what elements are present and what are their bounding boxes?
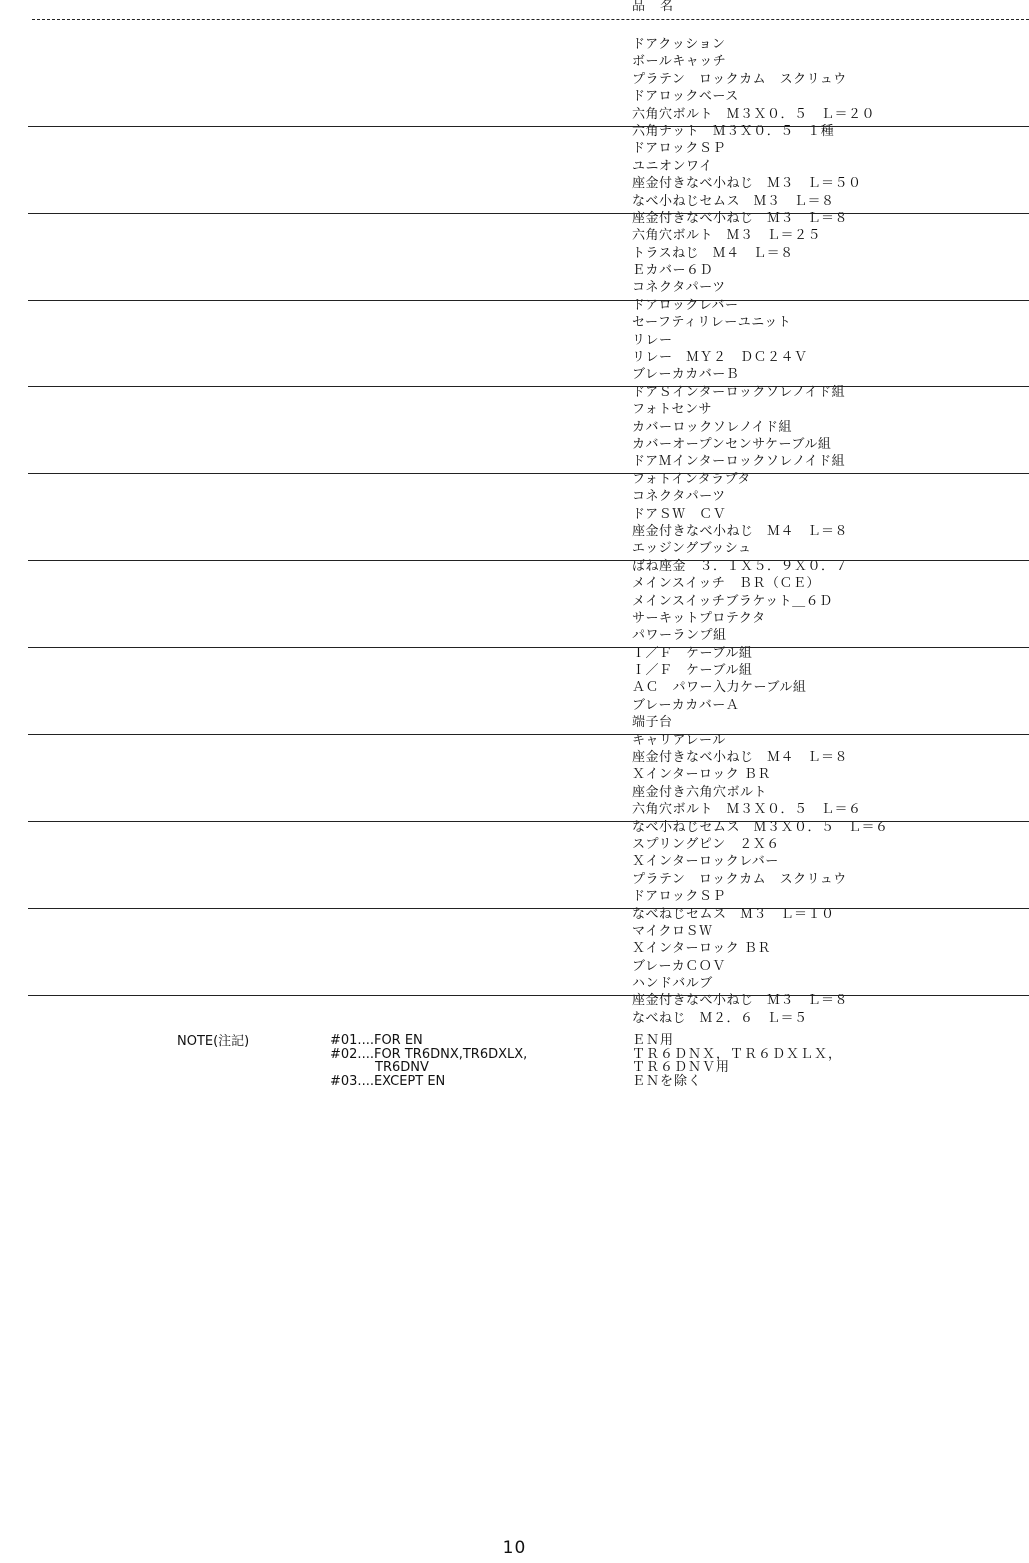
notes-english (330, 1034, 527, 1088)
header-divider (32, 19, 1029, 20)
part-row: 座金付きなべ小ねじ Ｍ３ Ｌ＝８ (632, 993, 849, 1009)
part-row: ドアロックレバー (632, 297, 739, 313)
group-divider (28, 647, 1029, 648)
note-03-en: #03....EXCEPT EN (330, 1073, 446, 1089)
part-row: ドアクッション (632, 37, 726, 52)
group-divider (28, 386, 1029, 387)
part-row: パワーランプ組 (632, 628, 727, 644)
part-row: リレー (632, 332, 673, 348)
part-row: ドアロックＳＰ (632, 889, 726, 905)
part-row: エッジングブッシュ (632, 541, 752, 557)
part-row: ドアロックＳＰ (632, 141, 726, 157)
part-row: スプリングピン ２Ｘ６ (632, 836, 780, 852)
note-01-ja: ＥＮ用 (632, 1033, 675, 1048)
part-row: ブレーカＣＯＶ (632, 958, 726, 974)
part-row: 六角穴ボルト Ｍ３ Ｌ＝２５ (632, 228, 822, 244)
part-row: 座金付きなべ小ねじ Ｍ３ Ｌ＝８ (632, 210, 849, 226)
part-row: ハンドバルブ (632, 976, 713, 992)
note-02-en: #02....FOR TR6DNX,TR6DXLX, (330, 1046, 528, 1062)
column-header-part-name: 品 名 (632, 0, 675, 14)
group-divider (28, 734, 1029, 735)
part-row: リレー ＭＹ２ ＤＣ２４Ｖ (632, 350, 808, 366)
part-row: Ｘインターロック ＢＲ (632, 767, 771, 783)
group-divider (28, 908, 1029, 909)
part-row: なべねじ Ｍ２．６ Ｌ＝５ (632, 1010, 808, 1026)
part-row: トラスねじ Ｍ４ Ｌ＝８ (632, 245, 794, 261)
part-row: プラテン ロックカム スクリュウ (632, 71, 847, 87)
page-number: 10 (502, 1538, 527, 1558)
part-row: なべ小ねじセムス Ｍ３Ｘ０．５ Ｌ＝６ (632, 819, 889, 835)
note-03-ja: ＥＮを除く (632, 1073, 703, 1089)
part-row: Ｉ／Ｆ ケーブル組 (632, 663, 753, 679)
part-row: ブレーカカバーＡ (632, 697, 740, 713)
notes-japanese (632, 1034, 842, 1088)
part-row: キャリアレール (632, 732, 726, 748)
part-row: ＡＣ パワー入力ケーブル組 (632, 680, 807, 696)
part-row: フォトインタラプタ (632, 471, 751, 487)
part-row: ドアロックベース (632, 89, 739, 105)
part-row: ユニオンワイ (632, 158, 713, 174)
part-row: サーキットプロテクタ (632, 610, 766, 626)
part-row: ドアＳＷ ＣＶ (632, 506, 727, 522)
parts-list (632, 36, 889, 1027)
note-02-ja: ＴＲ６ＤＮＸ，ＴＲ６ＤＸＬＸ， (632, 1046, 843, 1062)
part-row: 端子台 (632, 715, 673, 731)
part-row: メインスイッチ ＢＲ（ＣＥ） (632, 576, 820, 592)
part-row: Ｘインターロックレバー (632, 854, 779, 870)
note-02-en-cont: TR6DNV (375, 1060, 429, 1076)
part-row: コネクタパーツ (632, 280, 726, 296)
part-row: 座金付きなべ小ねじ Ｍ４ Ｌ＝８ (632, 523, 849, 539)
part-row: Ｅカバー６Ｄ (632, 263, 714, 279)
part-row: ドアＭインターロックソレノイド組 (632, 454, 846, 470)
part-row: 座金付きなべ小ねじ Ｍ４ Ｌ＝８ (632, 750, 849, 766)
group-divider (28, 300, 1029, 301)
group-divider (28, 126, 1029, 127)
part-row: ボールキャッチ (632, 54, 727, 70)
part-row: ばね座金 ３．１Ｘ５．９Ｘ０．７ (632, 558, 849, 574)
group-divider (28, 213, 1029, 214)
part-row: 六角穴ボルト Ｍ３Ｘ０．５ Ｌ＝６ (632, 802, 862, 818)
part-row: Ｉ／Ｆ ケーブル組 (632, 645, 753, 661)
part-row: Ｘインターロック ＢＲ (632, 941, 771, 957)
part-row: カバーオープンセンサケーブル組 (632, 436, 832, 452)
part-row: カバーロックソレノイド組 (632, 419, 793, 435)
part-row: マイクロＳＷ (632, 923, 713, 939)
group-divider (28, 821, 1029, 822)
part-row: なべねじセムス Ｍ３ Ｌ＝１０ (632, 906, 835, 922)
part-row: フォトセンサ (632, 402, 712, 418)
group-divider (28, 560, 1029, 561)
part-row: なべ小ねじセムス Ｍ３ Ｌ＝８ (632, 193, 835, 209)
part-row: ドアＳインターロックソレノイド組 (632, 384, 846, 400)
group-divider (28, 995, 1029, 996)
note-01-en: #01....FOR EN (330, 1033, 423, 1048)
part-row: メインスイッチブラケット＿６Ｄ (632, 593, 833, 609)
part-row: 六角穴ボルト Ｍ３Ｘ０．５ Ｌ＝２０ (632, 106, 876, 122)
part-row: セーフティリレーユニット (632, 315, 792, 331)
part-row: プラテン ロックカム スクリュウ (632, 871, 847, 887)
note-02-ja-cont: ＴＲ６ＤＮＶ用 (632, 1060, 731, 1076)
part-row: 六角ナット Ｍ３Ｘ０．５ １種 (632, 123, 835, 139)
part-row: コネクタパーツ (632, 489, 726, 505)
group-divider (28, 473, 1029, 474)
part-row: 座金付きなべ小ねじ Ｍ３ Ｌ＝５０ (632, 176, 862, 192)
part-row: 座金付き六角穴ボルト (632, 784, 768, 800)
note-label: NOTE(注記) (177, 1034, 250, 1049)
part-row: ブレーカカバーＢ (632, 367, 740, 383)
